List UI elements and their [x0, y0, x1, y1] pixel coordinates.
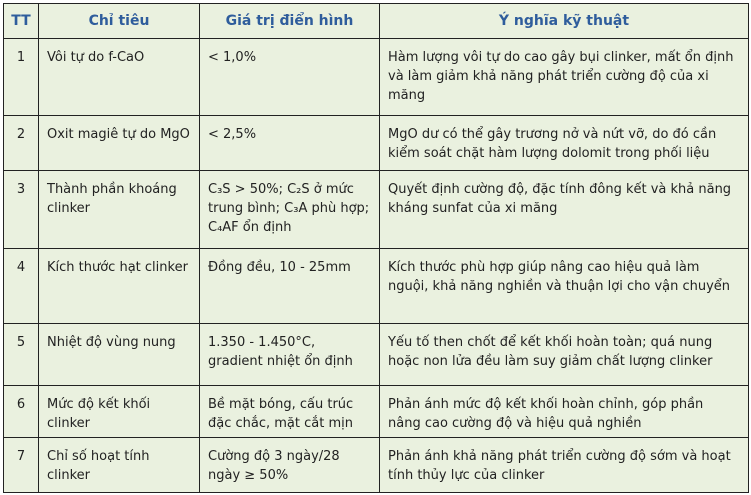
row-number: 2 [4, 116, 39, 171]
typical-value-cell: Bề mặt bóng, cấu trúc đặc chắc, mặt cắt mịn [200, 386, 380, 438]
technical-meaning-cell: Yếu tố then chốt để kết khối hoàn toàn; quá nung hoặc non lửa đều làm suy giảm chất lượng clinker [380, 324, 749, 386]
row-number: 6 [4, 386, 39, 438]
header-gia-tri: Giá trị điển hình [200, 4, 380, 39]
row-number: 3 [4, 171, 39, 249]
header-tt: TT [4, 4, 39, 39]
table-row [4, 171, 749, 249]
row-number: 1 [4, 39, 39, 116]
indicator-cell: Thành phần khoáng clinker [39, 171, 200, 249]
row-number: 4 [4, 249, 39, 324]
typical-value-cell: Cường độ 3 ngày/28 ngày ≥ 50% [200, 438, 380, 493]
row-number: 5 [4, 324, 39, 386]
typical-value-cell: < 2,5% [200, 116, 380, 171]
header-y-nghia: Ý nghĩa kỹ thuật [380, 4, 749, 39]
indicator-cell: Nhiệt độ vùng nung [39, 324, 200, 386]
table-row [4, 39, 749, 116]
technical-meaning-cell: Phản ánh mức độ kết khối hoàn chỉnh, góp phần nâng cao cường độ và hiệu quả nghiền [380, 386, 749, 438]
indicator-cell: Oxit magiê tự do MgO [39, 116, 200, 171]
typical-value-cell: < 1,0% [200, 39, 380, 116]
clinker-quality-table [3, 3, 749, 493]
table-row [4, 249, 749, 324]
table-row [4, 116, 749, 171]
row-number: 7 [4, 438, 39, 493]
table-row [4, 324, 749, 386]
indicator-cell: Kích thước hạt clinker [39, 249, 200, 324]
indicator-cell: Chỉ số hoạt tính clinker [39, 438, 200, 493]
typical-value-cell: Đồng đều, 10 - 25mm [200, 249, 380, 324]
technical-meaning-cell: Quyết định cường độ, đặc tính đông kết và khả năng kháng sunfat của xi măng [380, 171, 749, 249]
typical-value-cell: 1.350 - 1.450°C, gradient nhiệt ổn định [200, 324, 380, 386]
indicator-cell: Vôi tự do f-CaO [39, 39, 200, 116]
technical-meaning-cell: Phản ánh khả năng phát triển cường độ sớm và hoạt tính thủy lực của clinker [380, 438, 749, 493]
table-header-row [4, 4, 749, 39]
technical-meaning-cell: Hàm lượng vôi tự do cao gây bụi clinker, mất ổn định và làm giảm khả năng phát triển cường độ của xi măng [380, 39, 749, 116]
table-row [4, 386, 749, 438]
technical-meaning-cell: MgO dư có thể gây trương nở và nứt vỡ, do đó cần kiểm soát chặt hàm lượng dolomit trong phối liệu [380, 116, 749, 171]
technical-meaning-cell: Kích thước phù hợp giúp nâng cao hiệu quả làm nguội, khả năng nghiền và thuận lợi cho vận chuyển [380, 249, 749, 324]
header-chi-tieu: Chỉ tiêu [39, 4, 200, 39]
table-row [4, 438, 749, 493]
typical-value-cell: C₃S > 50%; C₂S ở mức trung bình; C₃A phù hợp; C₄AF ổn định [200, 171, 380, 249]
indicator-cell: Mức độ kết khối clinker [39, 386, 200, 438]
